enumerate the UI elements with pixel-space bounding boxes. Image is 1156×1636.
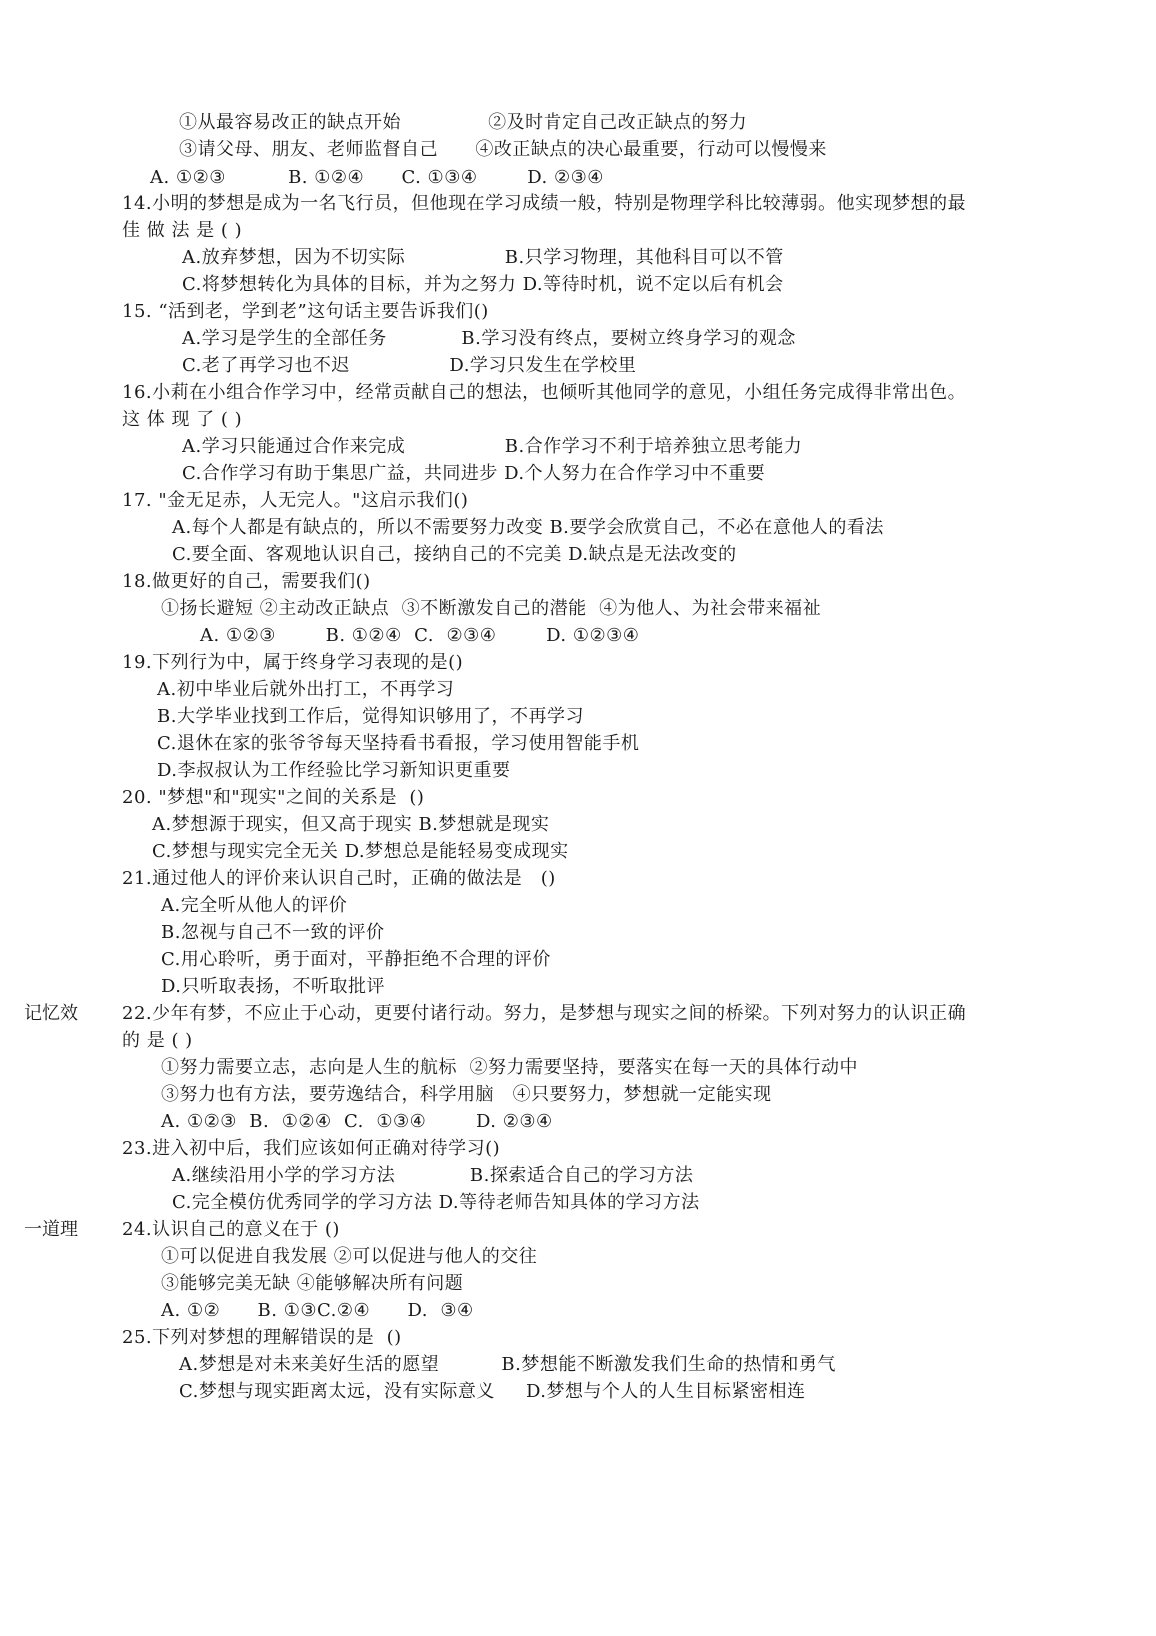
q15-stem: 15. “活到老，学到老”这句话主要告诉我们() [122,301,489,322]
q22-choices: A. ①②③ B. ①②④ C. ①③④ D. ②③④ [161,1111,553,1132]
q18-stem: 18.做更好的自己，需要我们() [122,571,371,592]
q21-choice-c: C.用心聆听，勇于面对，平静拒绝不合理的评价 [161,949,551,970]
q23-choices-ab: A.继续沿用小学的学习方法 B.探索适合自己的学习方法 [172,1165,694,1186]
q15-choices-cd: C.老了再学习也不迟 D.学习只发生在学校里 [182,355,637,376]
q17-choices-cd: C.要全面、客观地认识自己，接纳自己的不完美 D.缺点是无法改变的 [172,544,737,565]
q25-choices-cd: C.梦想与现实距离太远，没有实际意义 D.梦想与个人的人生目标紧密相连 [179,1381,806,1402]
q21-choice-a: A.完全听从他人的评价 [161,895,348,916]
q14-choices-ab: A.放弃梦想，因为不切实际 B.只学习物理，其他科目可以不管 [182,247,784,268]
q20-choices-cd: C.梦想与现实完全无关 D.梦想总是能轻易变成现实 [152,841,569,862]
q18-options: ①扬长避短 ②主动改正缺点 ③不断激发自己的潜能 ④为他人、为社会带来福祉 [161,598,822,619]
q14-choices-cd: C.将梦想转化为具体的目标，并为之努力 D.等待时机，说不定以后有机会 [182,274,784,295]
q15-choices-ab: A.学习是学生的全部任务 B.学习没有终点，要树立终身学习的观念 [182,328,796,349]
q24-choices: A. ①② B. ①③C.②④ D. ③④ [161,1300,474,1321]
q20-stem: 20. "梦想"和"现实"之间的关系是 () [122,787,425,808]
q17-stem: 17. "金无足赤，人无完人。"这启示我们() [122,490,469,511]
q19-choice-c: C.退休在家的张爷爷每天坚持看书看报，学习使用智能手机 [157,733,640,754]
q22-stem-line2: 的 是 ( ) [122,1030,193,1051]
q25-stem: 25.下列对梦想的理解错误的是 () [122,1327,402,1348]
q20-choices-ab: A.梦想源于现实，但又高于现实 B.梦想就是现实 [152,814,550,835]
q19-choice-d: D.李叔叔认为工作经验比学习新知识更重要 [157,760,511,781]
q14-stem-line2: 佳 做 法 是 ( ) [122,220,243,241]
q22-options-line2: ③努力也有方法，要劳逸结合，科学用脑 ④只要努力，梦想就一定能实现 [161,1084,772,1105]
q16-choices-ab: A.学习只能通过合作来完成 B.合作学习不利于培养独立思考能力 [182,436,803,457]
margin-note-2: 一道理 [24,1219,78,1240]
q16-stem-line2: 这 体 现 了 ( ) [122,409,243,430]
q24-options-line2: ③能够完美无缺 ④能够解决所有问题 [161,1273,464,1294]
q25-choices-ab: A.梦想是对未来美好生活的愿望 B.梦想能不断激发我们生命的热情和勇气 [179,1354,836,1375]
q22-stem-line1: 22.少年有梦，不应止于心动，更要付诸行动。努力，是梦想与现实之间的桥梁。下列对努力的认识正确 [122,1003,967,1024]
q23-stem: 23.进入初中后，我们应该如何正确对待学习() [122,1138,501,1159]
q24-stem: 24.认识自己的意义在于 () [122,1219,340,1240]
q23-choices-cd: C.完全模仿优秀同学的学习方法 D.等待老师告知具体的学习方法 [172,1192,700,1213]
q21-choice-d: D.只听取表扬，不听取批评 [161,976,386,997]
q22-options-line1: ①努力需要立志，志向是人生的航标 ②努力需要坚持，要落实在每一天的具体行动中 [161,1057,858,1078]
q17-choices-ab: A.每个人都是有缺点的，所以不需要努力改变 B.要学会欣赏自己，不必在意他人的看法 [172,517,884,538]
margin-note-1: 记忆效 [24,1003,78,1024]
q14-stem-line1: 14.小明的梦想是成为一名飞行员，但他现在学习成绩一般，特别是物理学科比较薄弱。他实现梦想的最 [122,193,967,214]
q16-choices-cd: C.合作学习有助于集思广益，共同进步 D.个人努力在合作学习中不重要 [182,463,766,484]
q21-choice-b: B.忽视与自己不一致的评价 [161,922,385,943]
q13-choices: A. ①②③ B. ①②④ C. ①③④ D. ②③④ [150,167,604,188]
q19-choice-a: A.初中毕业后就外出打工，不再学习 [157,679,455,700]
q13-options-line2: ③请父母、朋友、老师监督自己 ④改正缺点的决心最重要，行动可以慢慢来 [179,139,827,160]
q24-options-line1: ①可以促进自我发展 ②可以促进与他人的交往 [161,1246,538,1267]
q19-stem: 19.下列行为中，属于终身学习表现的是() [122,652,464,673]
q18-choices: A. ①②③ B. ①②④ C. ②③④ D. ①②③④ [200,625,640,646]
q19-choice-b: B.大学毕业找到工作后，觉得知识够用了，不再学习 [157,706,584,727]
q21-stem: 21.通过他人的评价来认识自己时，正确的做法是 () [122,868,556,889]
q13-options-line1: ①从最容易改正的缺点开始 ②及时肯定自己改正缺点的努力 [179,112,748,133]
q16-stem-line1: 16.小莉在小组合作学习中，经常贡献自己的想法，也倾听其他同学的意见，小组任务完成得非常出色。 [122,382,967,403]
